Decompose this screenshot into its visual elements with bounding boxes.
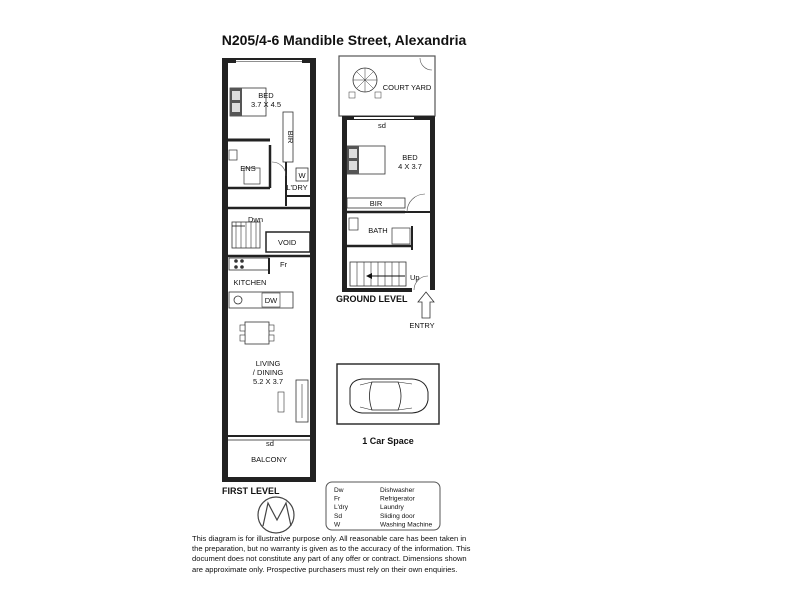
disclaimer-line: This diagram is for illustrative purpose only. All reasonable care has been taken in <box>192 534 467 543</box>
ground-level-plan <box>336 56 435 330</box>
dw-label: DW <box>264 296 278 305</box>
living-size: 5.2 X 3.7 <box>252 377 284 386</box>
legend-abbr: Sd <box>334 512 343 520</box>
up-label: Up <box>410 273 420 282</box>
court-table-icon <box>349 68 381 98</box>
ground-bed-label: BED <box>402 153 418 162</box>
ground-sd-label: sd <box>378 121 386 130</box>
ens-label: ENS <box>240 164 256 173</box>
legend-desc: Dishwasher <box>380 487 415 494</box>
legend-abbr: W <box>334 521 341 529</box>
w-label: W <box>298 171 306 180</box>
kitchen-label: KITCHEN <box>233 278 267 287</box>
balcony-label: BALCONY <box>251 455 287 464</box>
legend-abbr: Fr <box>334 495 341 503</box>
stair-icon <box>232 222 260 248</box>
page-title: N205/4-6 Mandible Street, Alexandria <box>221 32 467 48</box>
first-level-caption: FIRST LEVEL <box>222 486 280 496</box>
legend-abbr: L'dry <box>334 504 349 512</box>
car-space-label: 1 Car Space <box>362 436 414 446</box>
bath-label: BATH <box>368 226 388 235</box>
door-swing-icon <box>272 162 286 176</box>
ground-bed-icon <box>347 146 385 174</box>
void-label: VOID <box>278 238 297 247</box>
dwn-label: Dwn <box>248 215 264 224</box>
balcony-sd-label: sd <box>266 439 274 448</box>
legend <box>326 482 440 530</box>
disclaimer-line: the preparation, but no warranty is given as to the accuracy of the information. This <box>192 544 471 554</box>
entry-arrow-icon <box>418 292 434 318</box>
compass-logo-icon <box>258 497 294 533</box>
fr-label: Fr <box>280 260 288 269</box>
first-bed-size: 3.7 X 4.5 <box>250 100 282 109</box>
kitchen-bench <box>229 292 293 308</box>
ground-level-caption: GROUND LEVEL <box>336 294 408 304</box>
bir-label-first: BIR <box>286 130 295 144</box>
ldry-label: L'DRY <box>286 183 308 192</box>
ground-shower-icon <box>392 228 410 244</box>
bed-door-swing-icon <box>407 194 425 212</box>
entry-label: ENTRY <box>409 321 435 330</box>
first-bed-label: BED <box>258 91 274 100</box>
court-yard-label: COURT YARD <box>382 83 432 92</box>
living-label: LIVING <box>255 359 281 368</box>
disclaimer-line: are approximate only. Prospective purchasers must rely on their own enquiries. <box>192 564 458 574</box>
ground-bir-label: BIR <box>369 199 383 208</box>
dining-table-icon <box>240 322 274 344</box>
legend-desc: Washing Machine <box>380 521 433 529</box>
legend-abbr: Dw <box>334 487 344 494</box>
disclaimer-line: document does not constitute any part of any offer or contract. Dimensions shown <box>192 554 467 564</box>
legend-desc: Sliding door <box>380 512 415 520</box>
car-icon <box>350 379 428 413</box>
disclaimer <box>192 534 492 575</box>
legend-desc: Laundry <box>380 504 404 512</box>
ground-toilet-icon <box>349 218 358 230</box>
legend-desc: Refrigerator <box>380 495 415 503</box>
car-space <box>337 364 439 446</box>
coffee-table-icon <box>278 392 284 412</box>
gate-swing-icon <box>420 58 432 70</box>
ground-bed-size: 4 X 3.7 <box>398 162 422 171</box>
first-level-plan <box>222 58 316 496</box>
sofa-icon <box>296 380 308 422</box>
dining-label: / DINING <box>252 368 284 377</box>
ground-stair-icon <box>350 262 406 286</box>
toilet-icon <box>229 150 237 160</box>
